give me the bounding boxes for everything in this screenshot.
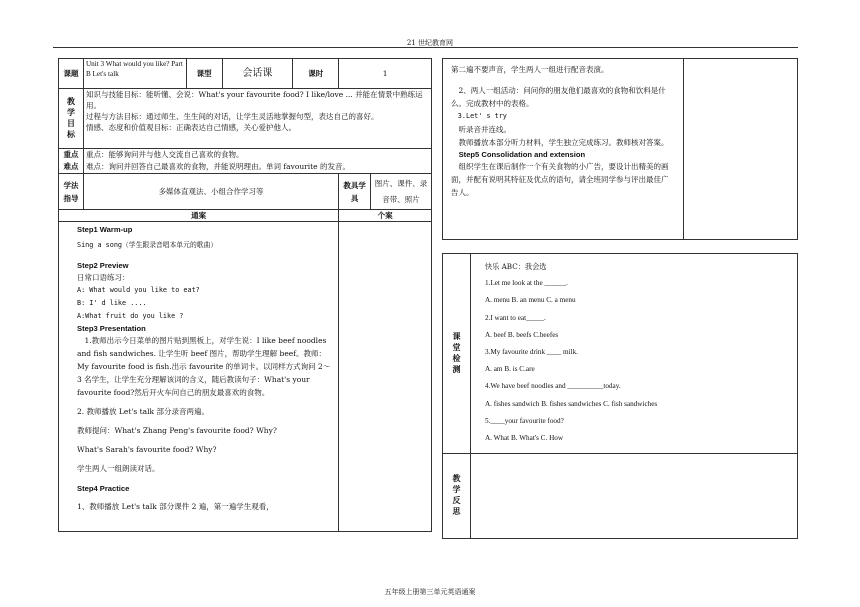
quiz-q2-options: A. beef B. beefs C.beefes [484, 330, 559, 339]
quiz-q3-options: A. am B. is C.are [484, 365, 535, 374]
continued-line-3: 3.Let' s try [457, 112, 507, 120]
continued-personal-cell [684, 59, 798, 240]
reflect-label: 教学反思 [451, 474, 462, 518]
step5-text: 组织学生在课后制作一个有关食物的小广告，要设计出精美的画面，并配有说明其特征及优点的语句，请全班同学参与评出最佳广告人。 [451, 162, 669, 197]
quiz-q4-options: A. fishes sandwich B. fishes sandwiches C. fish sandwiches [484, 399, 658, 408]
step4-title: Step4 Practice [77, 484, 130, 493]
step2-line-1: A: What would you like to eat? [77, 286, 200, 294]
blank-spacer-row [443, 240, 798, 254]
goals-cell [83, 89, 431, 149]
type-label: 课型 [186, 59, 222, 89]
hours-value: 1 [339, 59, 432, 89]
step3-paragraph-4: What's Sarah's favourite food? Why? [77, 445, 217, 454]
step3-title: Step3 Presentation [77, 324, 146, 333]
personal-plan-header: 个案 [339, 210, 432, 222]
quiz-q1: 1.Let me look at the ______. [484, 279, 568, 288]
personal-plan-body [339, 222, 432, 532]
page-footer: 五年级上册第三单元英语通案 [384, 588, 476, 596]
step1-title: Step1 Warm-up [77, 225, 133, 234]
aids-label: 教具学具 [339, 174, 371, 210]
quiz-q3: 3.My favourite drink ____ milk. [484, 348, 578, 357]
quiz-title: 快乐 ABC：我会选 [484, 262, 547, 271]
difficult-point: 难点：询问并回答自己最喜欢的食物，并能说明理由。单词 favourite 的发音。 [85, 162, 350, 171]
step4-paragraph-1: 1、教师播放 Let's talk 部分课件 2 遍，第一遍学生观看， [77, 502, 274, 511]
quiz-q2: 2.I want to eat_____. [484, 313, 546, 322]
lesson-label: 课题 [59, 59, 84, 89]
lesson-plan-right-table [442, 58, 798, 539]
quiz-q1-options: A. menu B. an menu C. a menu [484, 296, 576, 305]
quiz-q4: 4.We have beef noodles and __________today. [484, 382, 621, 391]
goal-emotion: 情感、态度和价值观目标：正确表达自己情感，关心爱护他人。 [85, 123, 296, 132]
step1-text: Sing a song（学生跟录音唱本单元的歌曲） [77, 241, 218, 249]
step2-title: Step2 Preview [77, 261, 129, 270]
continued-line-4: 听录音并连线。 [458, 125, 511, 134]
header-divider [53, 47, 798, 48]
goal-knowledge: 知识与技能目标：能听懂、会说：What's your favourite food? I like/love ... 并能在情景中熟练运用。 [85, 90, 423, 110]
goals-label: 教学目标 [66, 96, 77, 141]
goal-process: 过程与方法目标：通过师生、生生间的对话，让学生灵活地掌握句型，表达自己的喜好。 [85, 112, 379, 121]
general-plan-header: 通案 [59, 210, 339, 222]
continued-line-1: 第二遍不要声音，学生两人一组进行配音表演。 [451, 65, 609, 74]
hours-label: 课时 [293, 59, 339, 89]
step2-intro: 日常口语练习： [77, 273, 130, 282]
step2-line-2: B: I' d like .... [77, 299, 147, 307]
reflect-cell [470, 454, 797, 539]
lesson-value: Unit 3 What would you like? Part B Let's talk [83, 59, 186, 89]
lesson-plan-left-table [58, 58, 432, 532]
key-cell [83, 149, 431, 174]
continued-plan [443, 59, 684, 240]
method-label: 学法指导 [59, 174, 84, 210]
step5-title: Step5 Consolidation and extension [458, 150, 586, 159]
quiz-cell [470, 254, 797, 454]
general-plan-body [59, 222, 339, 532]
step3-paragraph-5: 学生两人一组朗读对话。 [77, 464, 160, 473]
continued-line-5: 教师播放本部分听力材料，学生独立完成练习。教师核对答案。 [458, 138, 669, 147]
step2-line-3: A:What fruit do you like ? [77, 312, 184, 320]
continued-line-2: 2、两人一组活动：问问你的朋友他们最喜欢的食物和饮料是什么。完成教材中的表格。 [451, 86, 666, 108]
type-value: 会话课 [222, 59, 293, 89]
aids-value: 图片、课件、录音带、照片 [371, 174, 432, 210]
quiz-q5-options: A. What B. What's C. How [484, 434, 564, 443]
key-label: 重点难点 [59, 149, 84, 174]
method-value: 多媒体直观法、小组合作学习等 [83, 174, 338, 210]
step3-paragraph-2: 2. 教师播放 Let's talk 部分录音两遍。 [77, 407, 209, 416]
check-label: 课堂检测 [451, 331, 462, 376]
key-point: 重点：能够询问并与他人交流自己喜欢的食物。 [85, 150, 244, 159]
quiz-q5: 5.____your favourite food? [484, 416, 564, 425]
step3-paragraph-1: 1.教师出示今日菜单的图片贴到黑板上，对学生说：I like beef noodles and fish sandwiches. 让学生听 beef 图片，帮助学生理解 beef。教师： My favourite food is fish.出示 favourite 的单词卡。以同样方式询问 2～3 名学生，让学生充分理解该词的含义，随后教读句子：What's your favourite food?然后开火车问自己的朋友最喜欢的食物。 [77, 336, 331, 397]
site-header: 21 世纪教育网 [406, 39, 454, 47]
step3-paragraph-3: 教师提问：What's Zhang Peng's favourite food? Why? [77, 426, 277, 435]
